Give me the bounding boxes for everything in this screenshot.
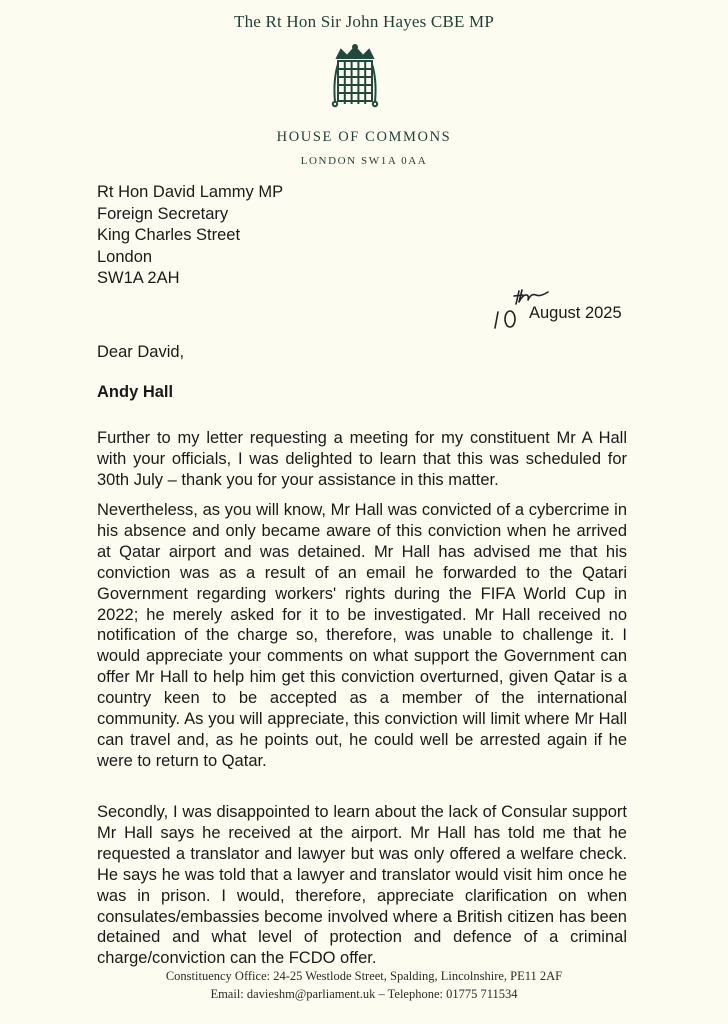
paragraph-consular-support: Secondly, I was disappointed to learn about the lack of Consular support Mr Hall says he received at the airport. Mr Hall has told me that he requested a translator and lawyer but was only offered a welfare check. He says he was told that a lawyer and translator would visit him once he was in prison. I would, therefore, appreciate clarification on when consulates/embassies become involved where a British citizen has been detained and what level of protection and defence of a criminal charge/conviction can the FCDO offer. (97, 803, 627, 968)
paragraph-meeting: Further to my letter requesting a meeting for my constituent Mr A Hall with your officials, I was delighted to learn that this was scheduled for 30th July – thank you for your assistance in this matter. (97, 429, 627, 489)
recipient-line: SW1A 2AH (97, 269, 180, 288)
house-of-commons: HOUSE OF COMMONS (276, 129, 452, 145)
recipient-address (97, 182, 283, 290)
mp-name: The Rt Hon Sir John Hayes CBE MP (234, 12, 494, 31)
paragraph-conviction: Nevertheless, as you will know, Mr Hall was convicted of a cybercrime in his absence and only became aware of this conviction when he arrived at Qatar airport and was detained. Mr Hall has advised me that his conviction was as a result of an email he forwarded to the Qatari Government regarding workers' rights during the FIFA World Cup in 2022; he merely asked for it to be investigated. Mr Hall received no notification of the charge so, therefore, was unable to challenge it. I would appreciate your comments on what support the Government can offer Mr Hall to help him get this conviction overturned, given Qatar is a country keen to be accepted as a member of the international community. As you will appreciate, this conviction will limit where Mr Hall can travel and, as he points out, he could well be arrested again if he were to return to Qatar. (97, 501, 627, 770)
recipient-line: London (97, 247, 153, 266)
portcullis-icon (331, 44, 379, 110)
footer-contact: Email: davieshm@parliament.uk – Telephone: 01775 711534 (210, 987, 518, 1001)
recipient-line: Foreign Secretary (97, 204, 229, 223)
salutation: Dear David, (97, 343, 185, 361)
date: August 2025 (529, 304, 622, 322)
letterhead-address: LONDON SW1A 0AA (300, 155, 428, 167)
footer-office: Constituency Office: 24-25 Westlode Street, Spalding, Lincolnshire, PE11 2AF (165, 969, 563, 983)
recipient-line: King Charles Street (97, 226, 241, 245)
subject-heading: Andy Hall (97, 383, 174, 401)
recipient-line: Rt Hon David Lammy MP (97, 183, 284, 201)
